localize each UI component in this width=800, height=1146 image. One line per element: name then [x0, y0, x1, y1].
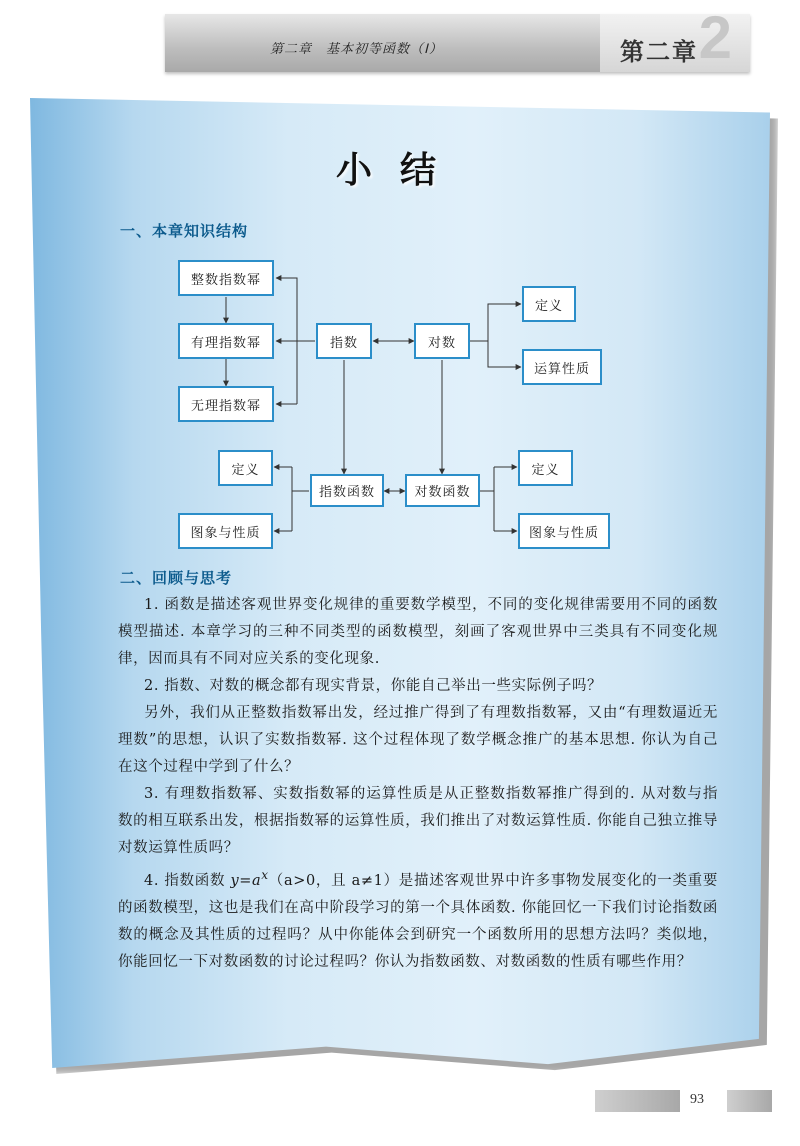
- node-log-operations: 运算性质: [522, 349, 602, 385]
- node-expf-definition: 定义: [218, 450, 273, 486]
- page-number: 93: [690, 1092, 704, 1107]
- paragraph-2b: [118, 700, 718, 781]
- section-heading-structure: 一、本章知识结构: [120, 223, 249, 240]
- paragraph-4-lead: 4. 指数函数: [144, 872, 231, 889]
- chapter-tab: [600, 4, 750, 72]
- paragraph-1: [118, 592, 718, 673]
- chapter-tab-digit: 2: [698, 4, 732, 71]
- node-integer-power: 整数指数幂: [178, 260, 274, 296]
- node-logf-definition: 定义: [518, 450, 573, 486]
- footer-bar-right: [727, 1090, 772, 1112]
- page-title: 小结: [335, 150, 464, 191]
- chapter-tab-label: 第二章: [620, 39, 698, 66]
- node-irrational-power: 无理指数幂: [178, 386, 274, 422]
- chapter-running-title: 第二章 基本初等函数（Ⅰ）: [270, 41, 443, 56]
- node-logarithm: 对数: [414, 323, 470, 359]
- paragraph-4: [118, 862, 718, 976]
- paragraph-3-text: 3. 有理数指数幂、实数指数幂的运算性质是从正整数指数幂推广得到的. 从对数与指数的相互联系出发，根据指数幂的运算性质，我们推出了对数运算性质. 你能自己独立推导对数运算性质吗？: [118, 786, 718, 856]
- node-logf-graph-properties: 图象与性质: [518, 513, 610, 549]
- formula-y: y=a: [230, 872, 262, 889]
- paragraph-2b-text: 另外，我们从正整数指数幂出发，经过推广得到了有理数指数幂，又由“有理数逼近无理数”的思想，认识了实数指数幂. 这个过程体现了数学概念推广的基本思想. 你认为自己在这个过程中学到了什么？: [118, 705, 718, 775]
- paragraph-4-rest: 是描述客观世界中许多事物发展变化的一类重要的函数模型，这也是我们在高中阶段学习的第一个具体函数. 你能回忆一下我们讨论指数函数的概念及其性质的过程吗？从中你能体会到研究一个函数所用的思想方法吗？类似地，你能回忆一下对数函数的讨论过程吗？你认为指数函数、对数函数的性质有哪些作用？: [118, 872, 718, 970]
- paragraph-2-text: 2. 指数、对数的概念都有现实背景，你能自己举出一些实际例子吗？: [144, 678, 603, 694]
- node-log-definition: 定义: [522, 286, 576, 322]
- paragraph-2: [118, 673, 718, 700]
- formula-condition: （a>0，且 a≠1）: [268, 872, 399, 889]
- paragraph-3: [118, 781, 718, 862]
- node-rational-power: 有理指数幂: [178, 323, 274, 359]
- section-heading-review: 二、回顾与思考: [120, 570, 233, 587]
- formula-exponent: x: [261, 868, 269, 882]
- node-exp-function: 指数函数: [310, 474, 384, 507]
- node-log-function: 对数函数: [405, 474, 480, 507]
- paragraph-1-text: 1. 函数是描述客观世界变化规律的重要数学模型，不同的变化规律需要用不同的函数模型描述. 本章学习的三种不同类型的函数模型，刻画了客观世界中三类具有不同变化规律，因而具有不同对应关系的变化现象.: [118, 597, 718, 667]
- node-expf-graph-properties: 图象与性质: [178, 513, 273, 549]
- footer-bar-left: [595, 1090, 680, 1112]
- node-exponent: 指数: [316, 323, 372, 359]
